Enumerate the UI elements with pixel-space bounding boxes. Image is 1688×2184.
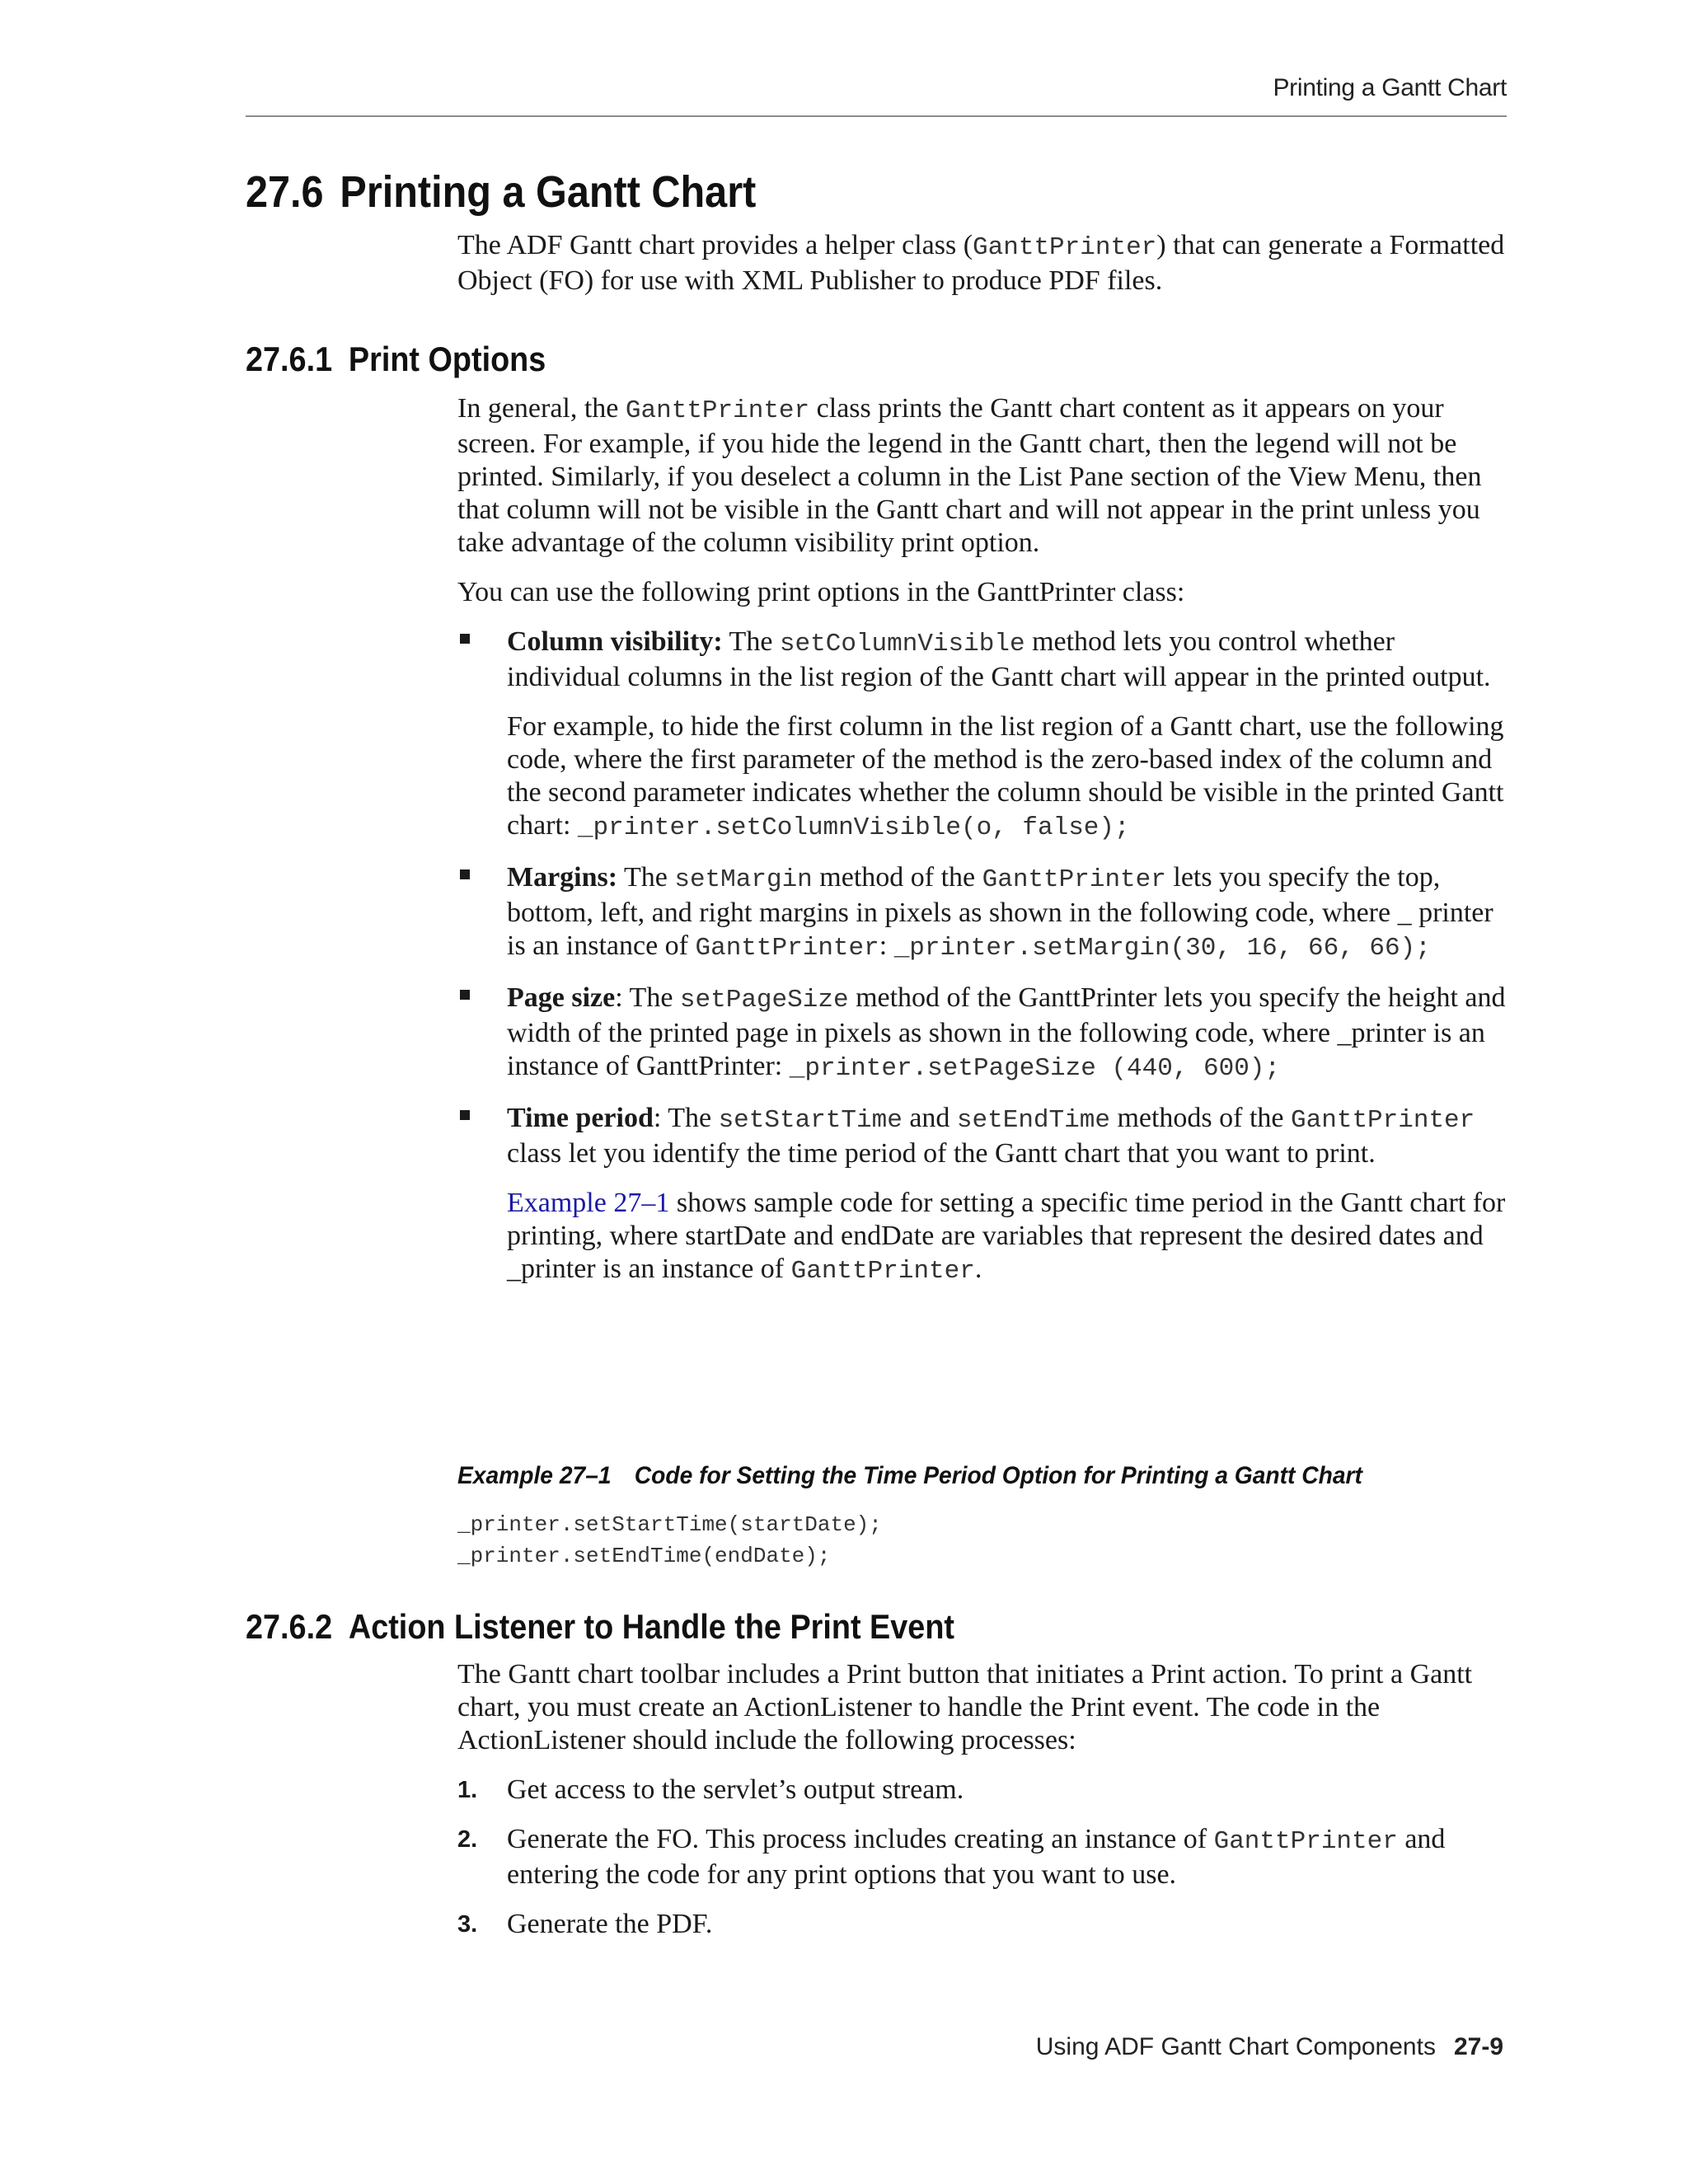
code-listing: _printer.setStartTime(startDate); _printer.setEndTime(endDate); <box>457 1512 882 1568</box>
text: : The <box>653 1103 719 1133</box>
bullet-icon <box>460 869 470 879</box>
step-number: 3. <box>457 1911 478 1938</box>
text: . <box>974 1254 982 1284</box>
running-title: Printing a Gantt Chart <box>1273 74 1507 101</box>
text: method of the <box>812 862 982 893</box>
text: For example, to hide the first column in the list region of a Gantt chart, use the following code, where the first parameter of the method is the zero-based index of the column and the second parameter indicates whether the column should be visible in the printed Gantt chart: <box>507 711 1504 841</box>
bullet-icon <box>460 634 470 644</box>
item-text <box>507 982 1512 1085</box>
text: methods of the <box>1109 1103 1292 1133</box>
section-number: 27.6 <box>246 167 324 217</box>
list-item-step <box>457 1823 1512 1891</box>
step-number: 2. <box>457 1826 478 1853</box>
item-subparagraph <box>507 1187 1512 1288</box>
list-item-page-size <box>457 982 1512 1085</box>
inline-code: setPageSize <box>679 986 849 1015</box>
section-title: Printing a Gantt Chart <box>340 167 757 217</box>
bullet-icon <box>460 1110 470 1120</box>
inline-code: setStartTime <box>718 1106 903 1135</box>
example-caption <box>457 1460 1449 1493</box>
text: class let you identify the time period of the Gantt chart that you want to print. <box>507 1138 1376 1169</box>
process-steps-list <box>457 1774 1512 1941</box>
inline-code: GanttPrinter <box>1213 1827 1398 1856</box>
inline-code: _printer.setPageSize (440, 600); <box>789 1054 1281 1083</box>
list-item-column-visibility <box>457 626 1512 845</box>
intro-text: ) that can generate a Formatted Object (FO) for use with XML Publisher to produce PDF files. <box>457 230 1505 296</box>
text: method of the GanttPrinter lets you specify the height and width of the printed page in pixels as shown in the following code, where _printer is an instance of GanttPrinter: <box>507 982 1506 1081</box>
subsection-number: 27.6.2 <box>246 1607 333 1646</box>
inline-code: GanttPrinter <box>790 1257 975 1286</box>
item-label: Margins: <box>507 862 618 893</box>
text: method lets you control whether individual columns in the list region of the Gantt chart will appear in the printed output. <box>507 626 1491 692</box>
print-options-list <box>457 626 1512 1288</box>
step-text: Generate the PDF. <box>507 1909 713 1939</box>
list-item-step <box>457 1774 1512 1807</box>
paragraph: You can use the following print options in the GanttPrinter class: <box>457 577 1185 607</box>
inline-code: _printer.setMargin(30, 16, 66, 66); <box>893 934 1431 963</box>
subsection-title: Print Options <box>348 340 546 378</box>
subsection-title: Action Listener to Handle the Print Event <box>348 1607 954 1646</box>
list-item-margins <box>457 861 1512 965</box>
step-text: and entering the code for any print options that you want to use. <box>507 1824 1446 1890</box>
intro-paragraph <box>457 229 1512 298</box>
text: lets you specify the top, bottom, left, and right margins in pixels as shown in the following code, where _ printer is an instance of <box>507 862 1493 961</box>
inline-code: GanttPrinter <box>1291 1106 1475 1135</box>
intro-text: The ADF Gantt chart provides a helper class ( <box>457 230 973 260</box>
section-intro <box>457 229 1512 314</box>
paragraph: The Gantt chart toolbar includes a Print button that initiates a Print action. To print a Gantt chart, you must create an ActionListener to handle the Print event. The code in the ActionListener should include the following processes: <box>457 1659 1473 1755</box>
step-number: 1. <box>457 1777 478 1803</box>
text: The <box>722 626 780 657</box>
page-header <box>246 73 1507 117</box>
item-label: Time period <box>507 1103 654 1133</box>
print-options-body <box>457 392 1512 1305</box>
list-item-time-period <box>457 1102 1512 1288</box>
example-link[interactable]: Example 27–1 <box>507 1188 670 1218</box>
text: : <box>879 930 894 961</box>
item-label: Page size <box>507 982 616 1013</box>
inline-code: _printer.setColumnVisible(o, false); <box>577 813 1130 842</box>
inline-code: setColumnVisible <box>779 630 1025 658</box>
inline-code: GanttPrinter <box>625 396 810 425</box>
inline-code: setMargin <box>674 865 813 894</box>
text: : The <box>615 982 680 1013</box>
page-footer <box>1036 2033 1503 2061</box>
paragraph <box>457 392 1512 560</box>
text: class prints the Gantt chart content as it appears on your screen. For example, if you hide the legend in the Gantt chart, then the legend will not be printed. Similarly, if you deselect a column in the List Pane section of the View Menu, then that column will not be visible in the Gantt chart and will not appear in the print unless you take advantage of the column visibility print option. <box>457 393 1482 558</box>
bullet-icon <box>460 990 470 1000</box>
example-title: Code for Setting the Time Period Option for Printing a Gantt Chart <box>634 1462 1362 1489</box>
action-listener-body <box>457 1658 1512 1957</box>
example-block <box>457 1460 1512 1572</box>
item-text <box>507 1102 1512 1170</box>
inline-code: setEndTime <box>956 1106 1110 1135</box>
item-text <box>507 626 1512 694</box>
list-item-step <box>457 1908 1512 1941</box>
step-text: Get access to the servlet’s output stream. <box>507 1774 964 1805</box>
inline-code: GanttPrinter <box>695 934 879 963</box>
step-text: Generate the FO. This process includes creating an instance of <box>507 1824 1214 1854</box>
item-subparagraph <box>507 710 1512 845</box>
subsection-heading-print-options <box>246 340 546 379</box>
text: and <box>902 1103 957 1133</box>
subsection-heading-action-listener <box>246 1607 954 1647</box>
page-number: 27-9 <box>1453 2033 1503 2060</box>
item-label: Column visibility: <box>507 626 723 657</box>
subsection-number: 27.6.1 <box>246 340 333 378</box>
text: shows sample code for setting a specific time period in the Gantt chart for printing, where startDate and endDate are variables that represent the desired dates and _printer is an instance of <box>507 1188 1506 1284</box>
footer-book-title: Using ADF Gantt Chart Components <box>1035 2033 1436 2060</box>
text: The <box>617 862 675 893</box>
intro-code: GanttPrinter <box>973 233 1157 262</box>
section-heading <box>246 166 756 218</box>
item-text <box>507 861 1512 965</box>
inline-code: GanttPrinter <box>982 865 1166 894</box>
text: In general, the <box>457 393 626 424</box>
example-label: Example 27–1 <box>457 1462 612 1489</box>
